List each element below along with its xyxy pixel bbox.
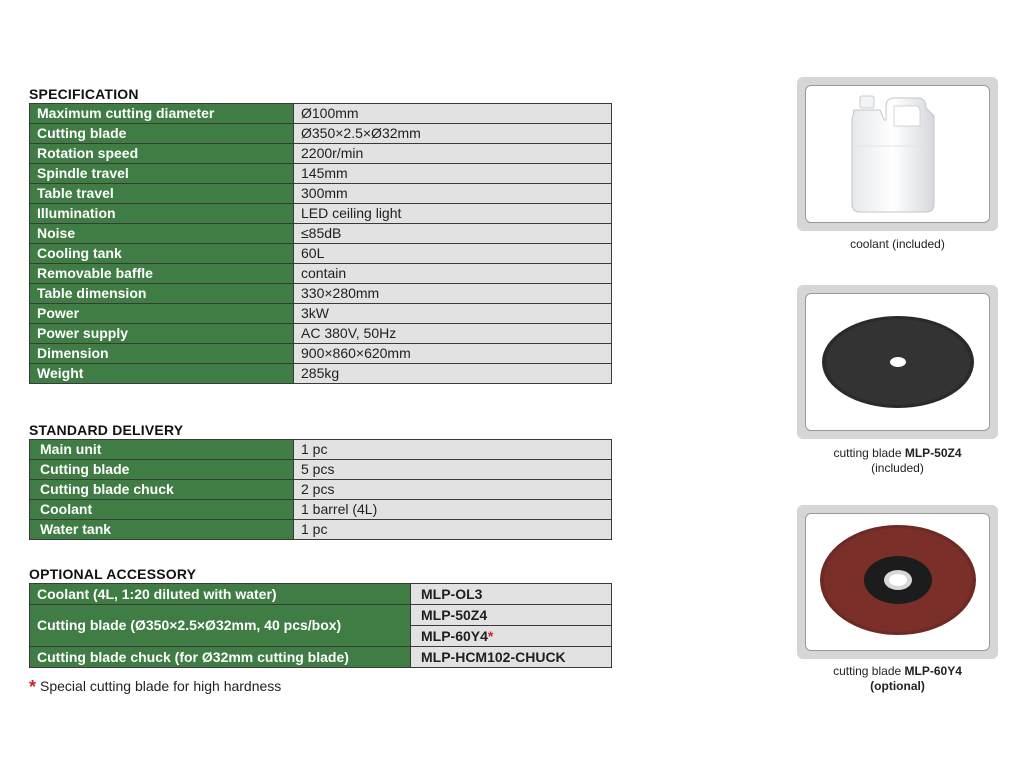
table-row <box>30 364 612 384</box>
row-value: Ø350×2.5×Ø32mm <box>294 124 612 144</box>
table-row <box>30 224 612 244</box>
accessory-coolant-label: Coolant (4L, 1:20 diluted with water) <box>30 584 411 605</box>
specification-title: SPECIFICATION <box>29 86 139 102</box>
row-value: 60L <box>294 244 612 264</box>
table-row <box>30 605 612 626</box>
table-row <box>30 284 612 304</box>
optional-accessory-table <box>29 583 612 668</box>
row-label: Illumination <box>30 204 294 224</box>
table-row <box>30 244 612 264</box>
row-label: Maximum cutting diameter <box>30 104 294 124</box>
row-label: Table dimension <box>30 284 294 304</box>
blade-60y4-caption-prefix: cutting blade <box>833 664 902 678</box>
accessory-blade-label: Cutting blade (Ø350×2.5×Ø32mm, 40 pcs/box) <box>30 605 411 647</box>
row-value: 3kW <box>294 304 612 324</box>
row-label: Cutting blade <box>30 460 294 480</box>
row-label: Rotation speed <box>30 144 294 164</box>
table-row <box>30 124 612 144</box>
row-value: 1 pc <box>294 520 612 540</box>
table-row <box>30 304 612 324</box>
row-label: Table travel <box>30 184 294 204</box>
blade-60y4-photo-frame <box>797 505 998 659</box>
row-value: ≤85dB <box>294 224 612 244</box>
row-label: Power <box>30 304 294 324</box>
row-value: 5 pcs <box>294 460 612 480</box>
blade-60y4-model: MLP-60Y4 <box>904 664 962 678</box>
table-row <box>30 647 612 668</box>
blade-60y4-photo <box>805 513 990 651</box>
row-value: Ø100mm <box>294 104 612 124</box>
table-row <box>30 480 612 500</box>
standard-delivery-title: STANDARD DELIVERY <box>29 422 184 438</box>
row-label: Main unit <box>30 440 294 460</box>
row-label: Coolant <box>30 500 294 520</box>
blade-50z4-caption <box>797 446 998 476</box>
blade-50z4-note: (included) <box>871 461 924 475</box>
coolant-caption: coolant (included) <box>850 237 945 251</box>
accessory-blade-code-1: MLP-50Z4 <box>411 605 612 626</box>
table-row <box>30 324 612 344</box>
row-value: 1 barrel (4L) <box>294 500 612 520</box>
standard-delivery-table <box>29 439 612 540</box>
footnote-text: Special cutting blade for high hardness <box>40 678 282 694</box>
accessory-blade-code-2: MLP-60Y4 <box>421 627 488 644</box>
cutting-blade-icon <box>806 294 990 431</box>
table-row <box>30 520 612 540</box>
row-value: LED ceiling light <box>294 204 612 224</box>
optional-accessory-title: OPTIONAL ACCESSORY <box>29 566 197 582</box>
accessory-coolant-code: MLP-OL3 <box>411 584 612 605</box>
table-row <box>30 264 612 284</box>
table-row <box>30 584 612 605</box>
row-value: 2200r/min <box>294 144 612 164</box>
cutting-blade-icon <box>806 514 990 651</box>
row-label: Cooling tank <box>30 244 294 264</box>
blade-50z4-caption-prefix: cutting blade <box>833 446 902 460</box>
row-value: 2 pcs <box>294 480 612 500</box>
table-row <box>30 184 612 204</box>
row-label: Dimension <box>30 344 294 364</box>
row-label: Water tank <box>30 520 294 540</box>
row-value: 145mm <box>294 164 612 184</box>
row-label: Removable baffle <box>30 264 294 284</box>
accessory-chuck-code: MLP-HCM102-CHUCK <box>411 647 612 668</box>
row-label: Power supply <box>30 324 294 344</box>
table-row <box>30 440 612 460</box>
specification-table <box>29 103 612 384</box>
coolant-jug-icon <box>806 86 990 223</box>
row-value: 285kg <box>294 364 612 384</box>
row-value: AC 380V, 50Hz <box>294 324 612 344</box>
accessory-blade-code-2-cell <box>411 626 612 647</box>
footnote <box>29 677 281 698</box>
table-row <box>30 500 612 520</box>
row-label: Noise <box>30 224 294 244</box>
red-asterisk-icon: * <box>487 627 494 644</box>
row-value: 900×860×620mm <box>294 344 612 364</box>
row-label: Cutting blade chuck <box>30 480 294 500</box>
blade-50z4-photo-frame <box>797 285 998 439</box>
table-row <box>30 104 612 124</box>
table-row <box>30 344 612 364</box>
blade-60y4-note: (optional) <box>870 679 925 693</box>
blade-50z4-model: MLP-50Z4 <box>904 446 962 460</box>
table-row <box>30 144 612 164</box>
table-row <box>30 164 612 184</box>
blade-60y4-caption <box>797 664 998 694</box>
red-asterisk-icon: * <box>29 677 37 697</box>
table-row <box>30 460 612 480</box>
row-value: 300mm <box>294 184 612 204</box>
coolant-photo-frame <box>797 77 998 231</box>
accessory-chuck-label: Cutting blade chuck (for Ø32mm cutting blade) <box>30 647 411 668</box>
coolant-photo <box>805 85 990 223</box>
row-label: Weight <box>30 364 294 384</box>
row-value: contain <box>294 264 612 284</box>
row-label: Spindle travel <box>30 164 294 184</box>
row-value: 330×280mm <box>294 284 612 304</box>
table-row <box>30 204 612 224</box>
blade-50z4-photo <box>805 293 990 431</box>
row-value: 1 pc <box>294 440 612 460</box>
row-label: Cutting blade <box>30 124 294 144</box>
